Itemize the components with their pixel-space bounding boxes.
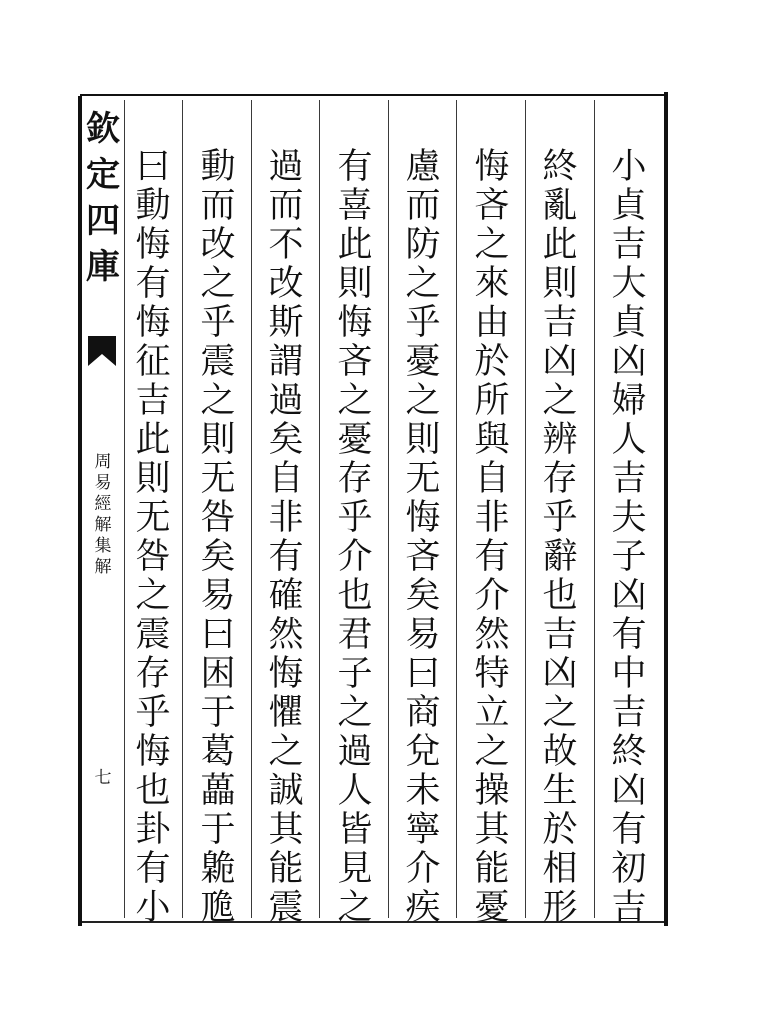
text-char: 初 [611, 849, 647, 889]
text-char: 人 [611, 420, 647, 460]
text-char: 有 [474, 537, 510, 577]
text-char: 人 [337, 771, 373, 811]
text-char: 自 [268, 459, 304, 499]
text-char: 未 [405, 771, 441, 811]
text-char: 吉 [542, 615, 578, 655]
text-char: 過 [268, 381, 304, 421]
text-char: 立 [474, 693, 510, 733]
text-char: 特 [474, 654, 510, 694]
margin-title-char: 定 [86, 155, 120, 195]
text-char: 之 [268, 732, 304, 772]
text-char: 无 [135, 498, 171, 538]
text-char: 无 [405, 459, 441, 499]
text-char: 易 [200, 576, 236, 616]
text-char: 則 [135, 459, 171, 499]
text-char: 憂 [474, 888, 510, 928]
text-char: 悔 [135, 303, 171, 343]
margin-book-char: 經 [94, 494, 112, 514]
text-char: 謂 [268, 342, 304, 382]
column-ruling [319, 100, 320, 918]
text-column-1 [604, 147, 654, 928]
text-char: 介 [337, 537, 373, 577]
text-char: 咎 [200, 498, 236, 538]
text-char: 也 [135, 771, 171, 811]
text-char: 吉 [542, 303, 578, 343]
text-char: 形 [542, 888, 578, 928]
text-char: 商 [405, 693, 441, 733]
text-char: 葛 [200, 732, 236, 772]
text-char: 則 [200, 420, 236, 460]
text-char: 此 [135, 420, 171, 460]
text-char: 非 [474, 498, 510, 538]
text-char: 中 [611, 654, 647, 694]
text-column-5 [330, 147, 380, 928]
text-char: 皆 [337, 810, 373, 850]
text-char: 來 [474, 264, 510, 304]
margin-title-char: 欽 [86, 109, 120, 149]
text-char: 介 [405, 849, 441, 889]
text-char: 吉 [611, 888, 647, 928]
text-char: 君 [337, 615, 373, 655]
column-ruling [124, 100, 125, 918]
text-char: 由 [474, 303, 510, 343]
text-char: 之 [405, 381, 441, 421]
text-char: 非 [268, 498, 304, 538]
text-char: 之 [405, 264, 441, 304]
text-char: 慮 [405, 147, 441, 187]
text-char: 終 [542, 147, 578, 187]
text-char: 凶 [542, 654, 578, 694]
text-char: 凶 [611, 342, 647, 382]
text-char: 貞 [611, 186, 647, 226]
text-char: 悔 [405, 498, 441, 538]
text-char: 亂 [542, 186, 578, 226]
text-char: 大 [611, 264, 647, 304]
text-char: 動 [200, 147, 236, 187]
text-char: 吝 [337, 342, 373, 382]
text-char: 相 [542, 849, 578, 889]
text-char: 卦 [135, 810, 171, 850]
text-char: 乎 [200, 303, 236, 343]
text-char: 有 [135, 849, 171, 889]
text-char: 憂 [337, 420, 373, 460]
text-char: 悔 [474, 147, 510, 187]
text-char: 小 [135, 888, 171, 928]
text-char: 子 [611, 537, 647, 577]
text-char: 乎 [405, 303, 441, 343]
text-column-3 [467, 147, 517, 928]
text-char: 改 [200, 225, 236, 265]
text-char: 然 [268, 615, 304, 655]
text-char: 之 [135, 576, 171, 616]
text-column-8 [128, 147, 178, 928]
text-char: 于 [200, 693, 236, 733]
text-char: 存 [135, 654, 171, 694]
text-char: 生 [542, 771, 578, 811]
text-char: 凶 [611, 771, 647, 811]
text-char: 矣 [405, 576, 441, 616]
text-char: 悔 [135, 225, 171, 265]
text-char: 終 [611, 732, 647, 772]
text-char: 婦 [611, 381, 647, 421]
text-char: 改 [268, 264, 304, 304]
text-column-2 [535, 147, 585, 928]
text-char: 疾 [405, 888, 441, 928]
text-char: 之 [474, 225, 510, 265]
text-char: 也 [542, 576, 578, 616]
text-char: 能 [268, 849, 304, 889]
column-ruling [594, 100, 595, 918]
text-char: 其 [268, 810, 304, 850]
text-char: 懼 [268, 693, 304, 733]
column-ruling [525, 100, 526, 918]
text-char: 凶 [542, 342, 578, 382]
text-char: 有 [611, 810, 647, 850]
text-char: 能 [474, 849, 510, 889]
text-char: 之 [337, 381, 373, 421]
text-char: 故 [542, 732, 578, 772]
text-char: 於 [542, 810, 578, 850]
text-char: 矣 [200, 537, 236, 577]
text-char: 吝 [474, 186, 510, 226]
text-char: 然 [474, 615, 510, 655]
text-char: 存 [542, 459, 578, 499]
text-char: 過 [268, 147, 304, 187]
text-char: 有 [611, 615, 647, 655]
text-char: 喜 [337, 186, 373, 226]
text-char: 之 [542, 693, 578, 733]
text-char: 辨 [542, 420, 578, 460]
text-char: 也 [337, 576, 373, 616]
text-char: 寧 [405, 810, 441, 850]
text-char: 過 [337, 732, 373, 772]
text-char: 則 [337, 264, 373, 304]
frame-top-border [80, 94, 666, 96]
margin-book-char: 解 [94, 557, 112, 577]
fish-tail-mark [88, 336, 116, 366]
text-char: 之 [200, 264, 236, 304]
margin-book-char: 解 [94, 515, 112, 535]
text-char: 悔 [337, 303, 373, 343]
text-char: 之 [542, 381, 578, 421]
text-char: 有 [135, 264, 171, 304]
text-char: 卼 [200, 888, 236, 928]
text-char: 之 [200, 381, 236, 421]
text-char: 此 [542, 225, 578, 265]
text-char: 矣 [268, 420, 304, 460]
text-char: 臲 [200, 849, 236, 889]
text-char: 吉 [135, 381, 171, 421]
text-column-7 [193, 147, 243, 928]
margin-book-char: 易 [94, 473, 112, 493]
text-char: 困 [200, 654, 236, 694]
margin-book-title [88, 452, 118, 578]
text-char: 悔 [135, 732, 171, 772]
text-char: 而 [268, 186, 304, 226]
text-char: 見 [337, 849, 373, 889]
text-column-6 [261, 147, 311, 928]
text-char: 吝 [405, 537, 441, 577]
margin-book-char: 集 [94, 536, 112, 556]
margin-title-char: 四 [86, 201, 120, 241]
margin-title-char: 庫 [86, 247, 120, 287]
text-char: 夫 [611, 498, 647, 538]
margin-book-char: 周 [94, 452, 112, 472]
text-char: 藟 [200, 771, 236, 811]
text-char: 動 [135, 186, 171, 226]
text-char: 此 [337, 225, 373, 265]
text-char: 存 [337, 459, 373, 499]
text-char: 曰 [405, 654, 441, 694]
text-char: 乎 [337, 498, 373, 538]
text-char: 貞 [611, 303, 647, 343]
text-column-4 [398, 147, 448, 928]
text-char: 有 [337, 147, 373, 187]
text-char: 介 [474, 576, 510, 616]
text-char: 易 [405, 615, 441, 655]
text-char: 不 [268, 225, 304, 265]
text-char: 所 [474, 381, 510, 421]
text-char: 于 [200, 810, 236, 850]
text-char: 吉 [611, 459, 647, 499]
text-char: 曰 [135, 147, 171, 187]
text-char: 悔 [268, 654, 304, 694]
text-char: 征 [135, 342, 171, 382]
text-char: 辭 [542, 537, 578, 577]
text-char: 則 [542, 264, 578, 304]
text-char: 震 [200, 342, 236, 382]
text-char: 斯 [268, 303, 304, 343]
text-char: 子 [337, 654, 373, 694]
text-char: 而 [405, 186, 441, 226]
text-char: 憂 [405, 342, 441, 382]
text-char: 自 [474, 459, 510, 499]
text-char: 防 [405, 225, 441, 265]
text-char: 咎 [135, 537, 171, 577]
text-char: 吉 [611, 693, 647, 733]
column-ruling [388, 100, 389, 918]
column-ruling [251, 100, 252, 918]
text-char: 於 [474, 342, 510, 382]
text-char: 操 [474, 771, 510, 811]
text-char: 誠 [268, 771, 304, 811]
text-char: 之 [337, 693, 373, 733]
text-char: 乎 [542, 498, 578, 538]
text-char: 乎 [135, 693, 171, 733]
text-char: 之 [337, 888, 373, 928]
frame-right-border [664, 92, 668, 926]
text-char: 凶 [611, 576, 647, 616]
column-ruling [456, 100, 457, 918]
text-char: 有 [268, 537, 304, 577]
text-char: 曰 [200, 615, 236, 655]
text-char: 則 [405, 420, 441, 460]
text-char: 兌 [405, 732, 441, 772]
text-char: 小 [611, 147, 647, 187]
text-char: 震 [135, 615, 171, 655]
margin-series-title [82, 106, 124, 290]
text-char: 吉 [611, 225, 647, 265]
text-char: 與 [474, 420, 510, 460]
text-char: 之 [474, 732, 510, 772]
text-char: 其 [474, 810, 510, 850]
text-char: 確 [268, 576, 304, 616]
text-char: 而 [200, 186, 236, 226]
column-ruling [182, 100, 183, 918]
text-char: 震 [268, 888, 304, 928]
text-char: 无 [200, 459, 236, 499]
page-number: 七 [94, 768, 112, 788]
